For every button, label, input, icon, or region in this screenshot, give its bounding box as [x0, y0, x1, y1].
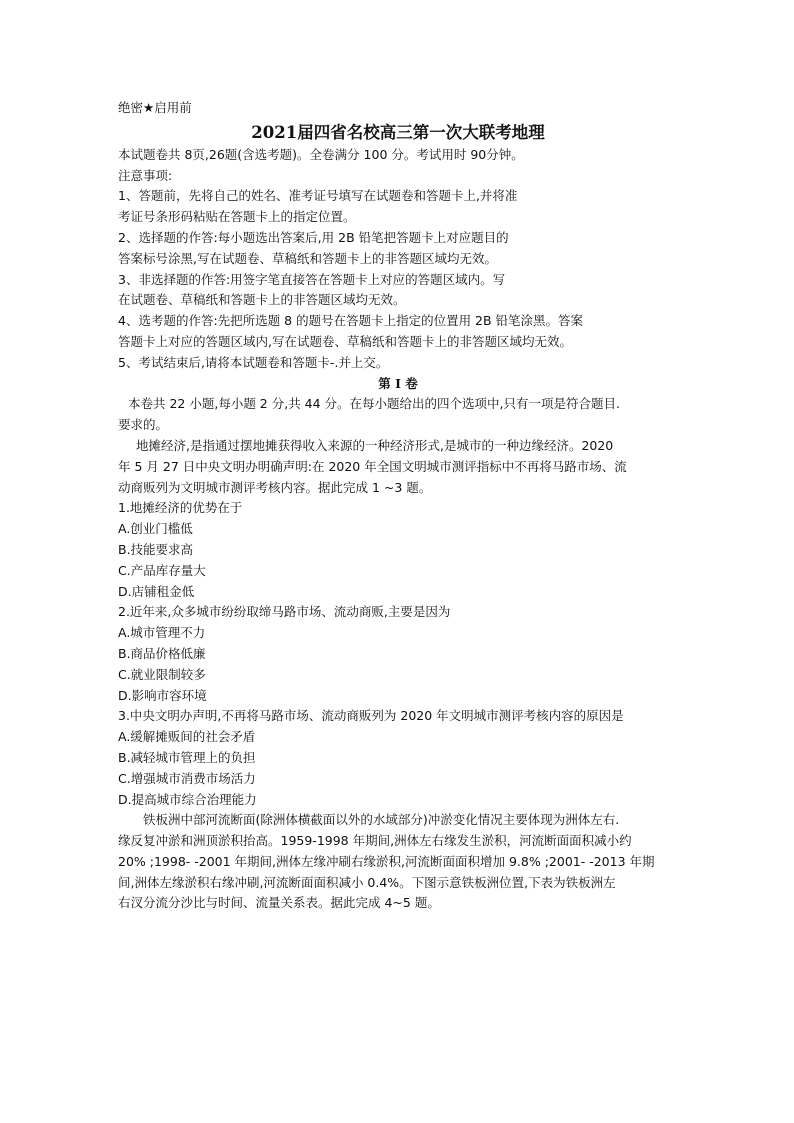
passage-line: 20% ;1998- -2001 年期间,洲体左缘冲刷右缘淤积,河流断面面积增加 9.8% ;2001- -2013 年期 [118, 853, 655, 869]
passage-line: 动商贩列为文明城市测评考核内容。据此完成 1 ~3 题。 [118, 479, 432, 495]
question-option: C.就业限制较多 [118, 666, 206, 682]
exam-title: 2021届四省名校高三第一次大联考地理 [251, 122, 545, 142]
note-line: 3、非选择题的作答:用签字笔直接答在答题卡上对应的答题区域内。写 [118, 271, 506, 287]
passage-line: 地摊经济,是指通过摆地摊获得收入来源的一种经济形式,是城市的一种边缘经济。2020 [136, 437, 614, 453]
question-option: A.创业门槛低 [118, 521, 193, 537]
note-line: 2、选择题的作答:每小题选出答案后,用 2B 铅笔把答题卡上对应题目的 [118, 229, 509, 245]
note-line: 1、答题前，先将自己的姓名、准考证号填写在试题卷和答题卡上,并将准 [118, 188, 518, 204]
exam-summary: 本试题卷共 8页,26题(含选考题)。全卷满分 100 分。考试用时 90分钟。 [118, 146, 524, 162]
question-option: B.技能要求高 [118, 541, 194, 557]
question-stem: 1.地摊经济的优势在于 [118, 500, 243, 516]
question-option: C.产品库存量大 [118, 562, 206, 578]
note-line: 答题卡上对应的答题区域内,写在试题卷、草稿纸和答题卡上的非答题区域均无效。 [118, 333, 572, 349]
passage-line: 右汊分流分沙比与时间、流量关系表。据此完成 4~5 题。 [118, 895, 440, 911]
section-instructions: 要求的。 [118, 417, 169, 433]
question-stem: 3.中央文明办声明,不再将马路市场、流动商贩列为 2020 年文明城市测评考核内容的原因是 [118, 708, 624, 724]
question-option: B.商品价格低廉 [118, 645, 206, 661]
passage-line: 缘反复冲淤和洲顶淤积抬高。1959-1998 年期间,洲体左右缘发生淤积，河流断面面积减小约 [118, 833, 632, 849]
note-line: 在试题卷、草稿纸和答题卡上的非答题区域均无效。 [118, 292, 406, 308]
question-stem: 2.近年来,众多城市纷纷取缔马路市场、流动商贩,主要是因为 [118, 604, 451, 620]
passage-line: 铁板洲中部河流断面(除洲体横截面以外的水域部分)冲淤变化情况主要体现为洲体左右. [143, 812, 620, 828]
note-line: 考证号条形码粘贴在答题卡上的指定位置。 [118, 209, 356, 225]
note-line: 4、选考题的作答:先把所选题 8 的题号在答题卡上指定的位置用 2B 铅笔涂黑。答案 [118, 313, 584, 329]
question-option: D.影响市容环境 [118, 687, 207, 703]
section-heading: 第 I 卷 [378, 375, 418, 391]
secret-label: 绝密★启用前 [118, 100, 192, 115]
question-option: A.缓解摊贩间的社会矛盾 [118, 729, 256, 745]
notes-heading: 注意事项: [118, 167, 173, 183]
note-line: 答案标号涂黑,写在试题卷、草稿纸和答题卡上的非答题区域均无效。 [118, 250, 497, 266]
question-option: C.增强城市消费市场活力 [118, 770, 256, 786]
question-option: D.提高城市综合治理能力 [118, 791, 257, 807]
passage-line: 间,洲体左缘淤积右缘冲刷,河流断面面积减小 0.4%。下图示意铁板洲位置,下表为铁板洲左 [118, 874, 616, 890]
note-line: 5、考试结束后,请将本试题卷和答题卡-.并上交。 [118, 354, 389, 370]
exam-page [118, 98, 678, 914]
question-option: B.减轻城市管理上的负担 [118, 749, 256, 765]
question-option: A.城市管理不力 [118, 625, 206, 641]
passage-line: 年 5 月 27 日中央文明办明确声明:在 2020 年全国文明城市测评指标中不再将马路市场、流 [118, 458, 627, 474]
section-instructions: 本卷共 22 小题,每小题 2 分,共 44 分。在每小题给出的四个选项中,只有一项是符合题目. [128, 396, 620, 412]
question-option: D.店铺租金低 [118, 583, 195, 599]
